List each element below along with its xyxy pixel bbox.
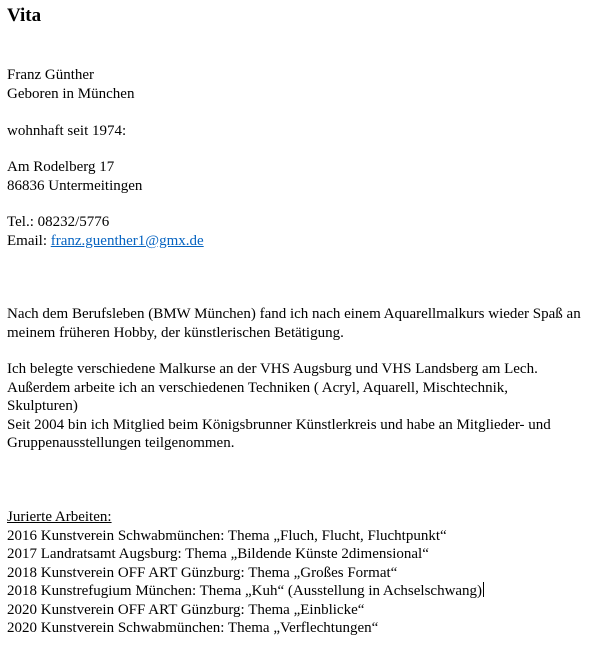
phone-email-block bbox=[7, 213, 607, 250]
residence-label-block bbox=[7, 122, 607, 141]
juried-item-with-caret bbox=[7, 582, 607, 601]
juried-item: 2018 Kunstrefugium München: Thema „Kuh“ (Ausstellung in Achselschwang) bbox=[7, 583, 483, 599]
juried-works-block bbox=[7, 508, 607, 638]
page-title: Vita bbox=[7, 5, 42, 26]
bio-paragraph-2 bbox=[7, 360, 607, 453]
address-block bbox=[7, 158, 607, 195]
juried-item: 2020 Kunstverein Schwabmünchen: Thema „Verflechtungen“ bbox=[7, 620, 379, 636]
email-label: Email: bbox=[7, 232, 51, 249]
juried-item: 2017 Landratsamt Augsburg: Thema „Bildende Künste 2dimensional“ bbox=[7, 546, 429, 562]
text-cursor bbox=[483, 582, 484, 597]
juried-heading: Jurierte Arbeiten: bbox=[7, 509, 112, 525]
juried-item: 2020 Kunstverein OFF ART Günzburg: Thema „Einblicke“ bbox=[7, 601, 365, 618]
contact-email-line bbox=[7, 232, 607, 251]
bio-p1-text: Nach dem Berufsleben (BMW München) fand ich nach einem Aquarellmalkurs wieder Spaß an meinem früheren Hobby, der künstlerischen Betätigung. bbox=[7, 306, 581, 341]
residence-label: wohnhaft seit 1974: bbox=[7, 123, 127, 139]
email-link[interactable]: franz.guenther1@gmx.de bbox=[50, 232, 204, 249]
bio-paragraph-1 bbox=[7, 305, 607, 342]
address-city: 86836 Untermeitingen bbox=[7, 177, 143, 194]
bio-p2-line2: Außerdem arbeite ich an verschiedenen Techniken ( Acryl, Aquarell, Mischtechnik, Skulpturen) bbox=[7, 379, 508, 414]
juried-item: 2016 Kunstverein Schwabmünchen: Thema „Fluch, Flucht, Fluchtpunkt“ bbox=[7, 527, 447, 544]
contact-block bbox=[7, 66, 607, 103]
contact-name: Franz Günther bbox=[7, 67, 95, 83]
bio-p2-line1: Ich belegte verschiedene Malkurse an der VHS Augsburg und VHS Landsberg am Lech. bbox=[7, 361, 538, 377]
contact-phone: Tel.: 08232/5776 bbox=[7, 214, 110, 230]
address-street: Am Rodelberg 17 bbox=[7, 159, 115, 175]
juried-item: 2018 Kunstverein OFF ART Günzburg: Thema „Großes Format“ bbox=[7, 564, 398, 581]
bio-p2-line3: Seit 2004 bin ich Mitglied beim Königsbrunner Künstlerkreis und habe an Mitglieder- und Gruppenausstellungen teilgenommen. bbox=[7, 416, 551, 451]
contact-born: Geboren in München bbox=[7, 85, 135, 102]
